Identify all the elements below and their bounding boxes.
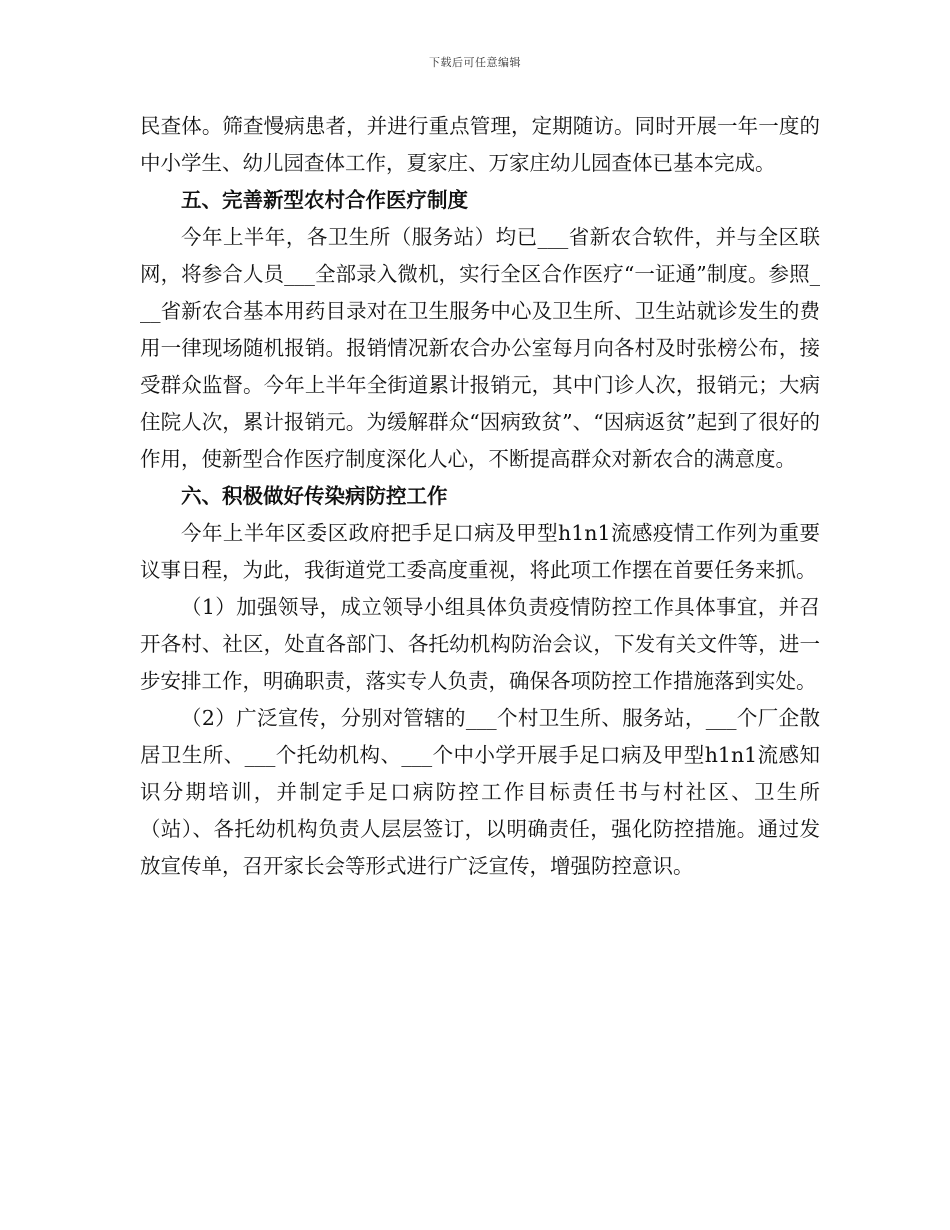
document-body [140,108,820,885]
section-heading-5: 五、完善新型农村合作医疗制度 [181,188,468,212]
paragraph-leadership: （1）加强领导，成立领导小组具体负责疫情防控工作具体事宜，并召开各村、社区，处直各部门、各托幼机构防治会议，下发有关文件等，进一步安排工作，明确职责，落实专人负责，确保各项防控工作措施落到实处。 [140,595,820,693]
paragraph-cooperative-medical: 今年上半年，各卫生所（服务站）均已___省新农合软件，并与全区联网，将参合人员___全部录入微机，实行全区合作医疗“一证通”制度。参照___省新农合基本用药目录对在卫生服务中心及卫生所、卫生站就诊发生的费用一律现场随机报销。报销情况新农合办公室每月向各村及时张榜公布，接受群众监督。今年上半年全街道累计报销元，其中门诊人次，报销元；大病住院人次，累计报销元。为缓解群众“因病致贫”、“因病返贫”起到了很好的作用，使新型合作医疗制度深化人心，不断提高群众对新农合的满意度。 [140,225,820,471]
section-heading-6: 六、积极做好传染病防控工作 [181,484,448,508]
paragraph-checkup: 民查体。筛查慢病患者，并进行重点管理，定期随访。同时开展一年一度的中小学生、幼儿园查体工作，夏家庄、万家庄幼儿园查体已基本完成。 [140,114,820,175]
paragraph-publicity: （2）广泛宣传，分别对管辖的___个村卫生所、服务站，___个厂企散居卫生所、___个托幼机构、___个中小学开展手足口病及甲型h1n1流感知识分期培训，并制定手足口病防控工作目标责任书与村社区、卫生所（站）、各托幼机构负责人层层签订，以明确责任，强化防控措施。通过发放宣传单，召开家长会等形式进行广泛宣传，增强防控意识。 [140,706,820,878]
page-header-note: 下载后可任意编辑 [429,56,521,69]
paragraph-epidemic-intro: 今年上半年区委区政府把手足口病及甲型h1n1流感疫情工作列为重要议事日程，为此，我街道党工委高度重视，将此项工作摆在首要任务来抓。 [140,521,820,582]
